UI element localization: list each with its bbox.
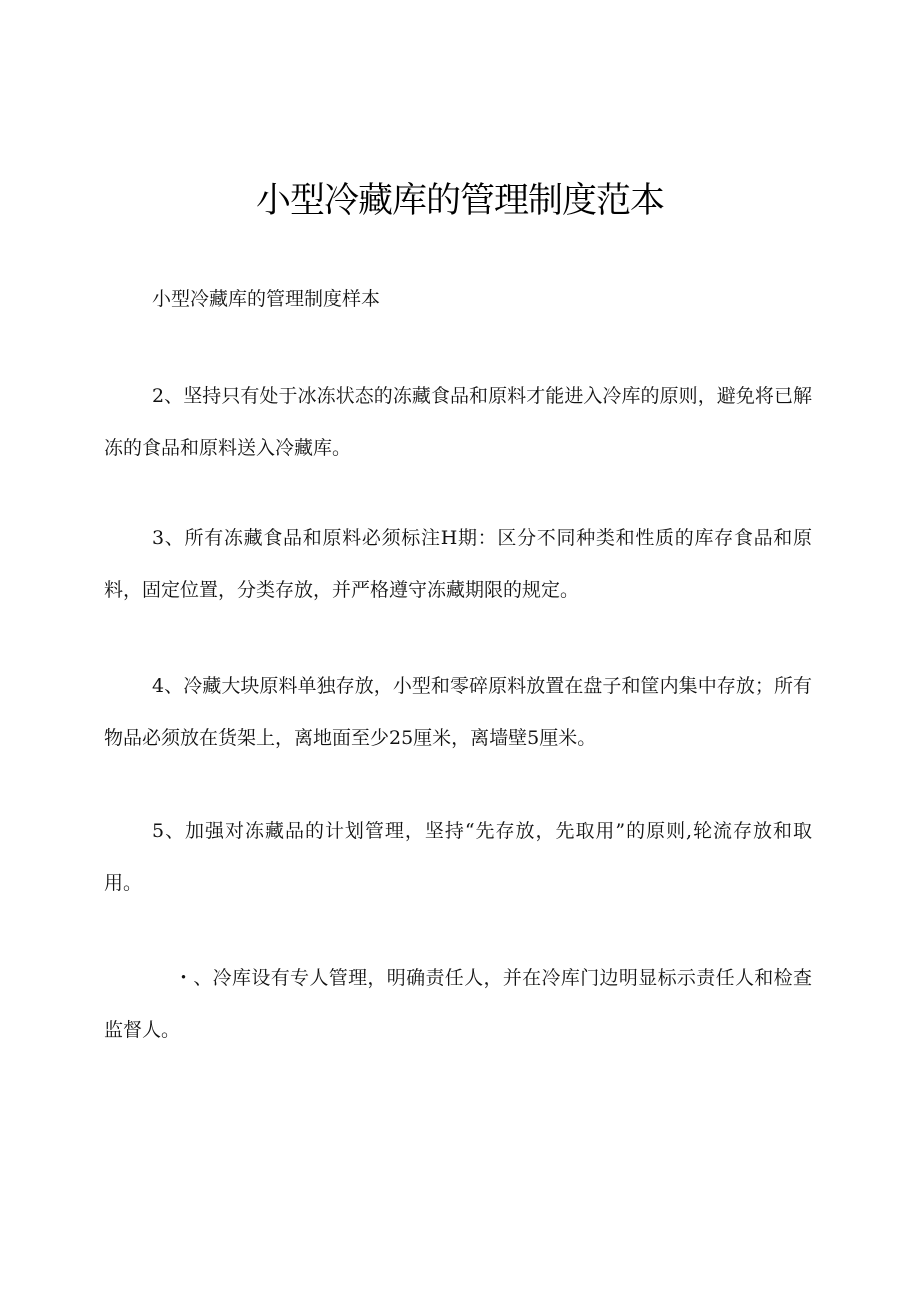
paragraph-item-bullet: ・、冷库设有专人管理，明确责任人，并在冷库门边明显标示责任人和检查监督人。 [104, 967, 812, 1041]
paragraph-item-4: 4、冷藏大块原料单独存放，小型和零碎原料放置在盘子和筐内集中存放；所有物品必须放在货架上，离地面至少25厘米，离墙壁5厘米。 [104, 675, 812, 749]
paragraph-item-5: 5、加强对冻藏品的计划管理，坚持“先存放，先取用”的原则,轮流存放和取用。 [104, 820, 812, 894]
paragraph-item-3: 3、所有冻藏食品和原料必须标注H期：区分不同种类和性质的库存食品和原料，固定位置，分类存放，并严格遵守冻藏期限的规定。 [104, 527, 812, 601]
document-subtitle: 小型冷藏库的管理制度样本 [152, 288, 381, 310]
paragraph-item-2: 2、坚持只有处于冰冻状态的冻藏食品和原料才能进入冷库的原则，避免将已解冻的食品和原料送入冷藏库。 [104, 385, 812, 459]
document-title: 小型冷藏库的管理制度范本 [255, 181, 664, 221]
